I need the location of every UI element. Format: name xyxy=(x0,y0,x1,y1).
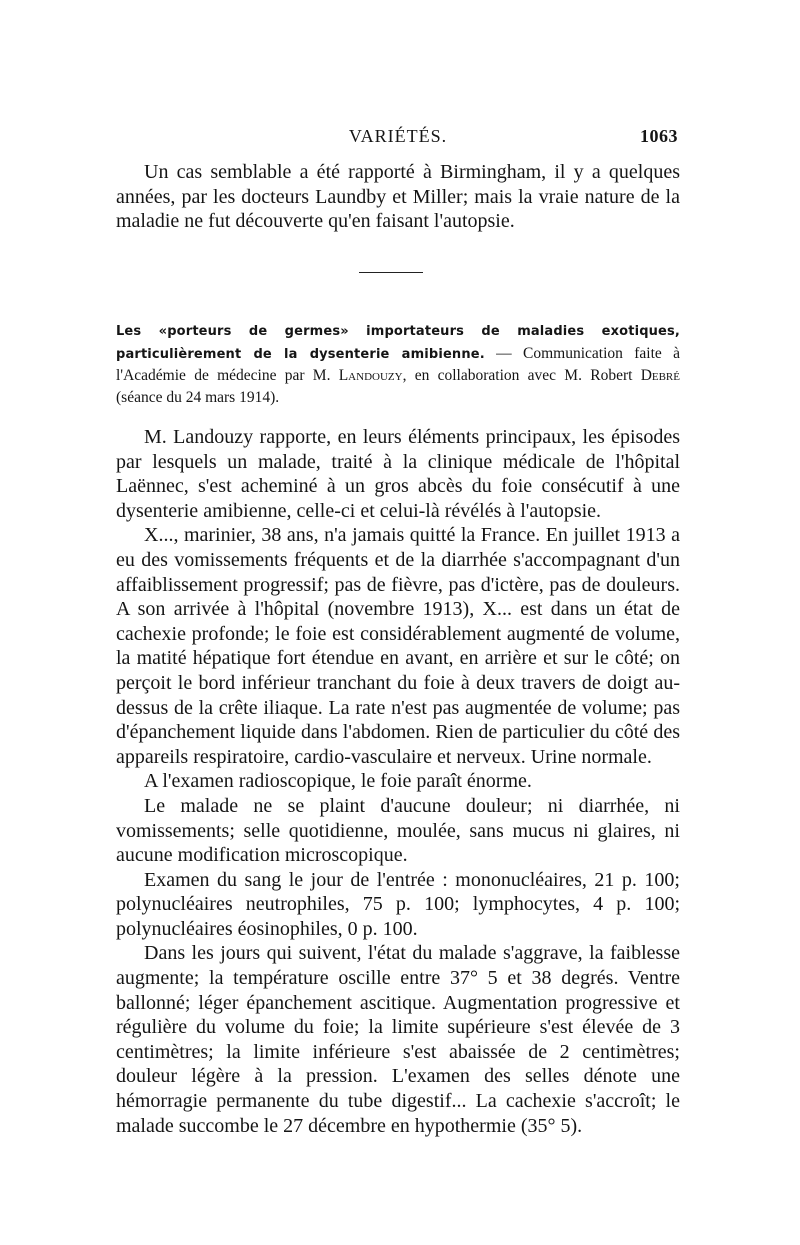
section-divider xyxy=(359,272,423,273)
article-author-1: Landouzy xyxy=(338,367,403,384)
body-paragraph: A l'examen radioscopique, le foie paraît énorme. xyxy=(144,770,532,793)
article-session: (séance du 24 mars 1914). xyxy=(116,388,280,406)
body-paragraph: X..., marinier, 38 ans, n'a jamais quitté la France. En juillet 1913 a eu des vomissements fréquents et de la diarrhée s'accompagnant d'un affaiblissement progressif; pas de fièvre, pas d'ictère, pas de douleurs. A son arrivée à l'hôpital (novembre 1913), X... est dans un état de cachexie profonde; le foie est considérablement augmenté de volume, la matité hépatique fort étendue en avant, en arrière et sur le côté; on perçoit le bord inférieur tranchant du foie à deux travers de doigt au-dessus de la crête iliaque. La rate n'est pas augmentée de volume; pas d'épanchement liquide dans l'abdomen. Rien de particulier du côté des appareils respiratoire, cardio-vasculaire et nerveux. Urine normale. xyxy=(116,524,680,768)
running-head xyxy=(116,126,680,156)
body-paragraph: Examen du sang le jour de l'entrée : mononucléaires, 21 p. 100; polynucléaires neutrophiles, 75 p. 100; lymphocytes, 4 p. 100; polynucléaires éosinophiles, 0 p. 100. xyxy=(116,868,680,940)
running-title: VARIÉTÉS. xyxy=(348,126,448,146)
intro-text-block xyxy=(116,160,680,234)
body-paragraph: Dans les jours qui suivent, l'état du malade s'aggrave, la faiblesse augmente; la température oscille entre 37° 5 et 38 degrés. Ventre ballonné; léger épanchement ascitique. Augmentation progressive et régulière du volume du foie; la limite supérieure s'est élevée de 3 centimètres; la limite inférieure s'est abaissée de 2 centimètres; douleur légère à la pression. L'examen des selles dénote une hémorragie permanente du tube digestif... La cachexie s'accroît; le malade succombe le 27 décembre en hypothermie (35° 5). xyxy=(116,942,680,1137)
article-communication: Communication faite à l'Académie de médecine par M. xyxy=(116,344,680,384)
article-body xyxy=(116,425,680,1138)
heading-dash: — xyxy=(484,344,523,362)
article-title: Les «porteurs de germes» importateurs de maladies exotiques, particulièrement de la dysenterie amibienne. xyxy=(116,324,680,362)
article-heading xyxy=(116,320,680,408)
article-collaboration: , en collaboration avec M. Robert xyxy=(402,367,633,384)
body-paragraph: M. Landouzy rapporte, en leurs éléments principaux, les épisodes par lesquels un malade, traité à la clinique médicale de l'hôpital Laënnec, s'est acheminé à un gros abcès du foie consécutif à une dysenterie amibienne, celle-ci et celui-là révélés à l'autopsie. xyxy=(116,426,680,522)
intro-paragraph: Un cas semblable a été rapporté à Birmingham, il y a quelques années, par les docteurs Laundby et Miller; mais la vraie nature de la maladie ne fut découverte qu'en faisant l'autopsie. xyxy=(116,161,680,233)
article-author-2: Debré xyxy=(640,367,680,384)
body-paragraph: Le malade ne se plaint d'aucune douleur; ni diarrhée, ni vomissements; selle quotidienne, moulée, sans mucus ni glaires, ni aucune modification microscopique. xyxy=(116,794,680,867)
page-number: 1063 xyxy=(640,126,678,146)
